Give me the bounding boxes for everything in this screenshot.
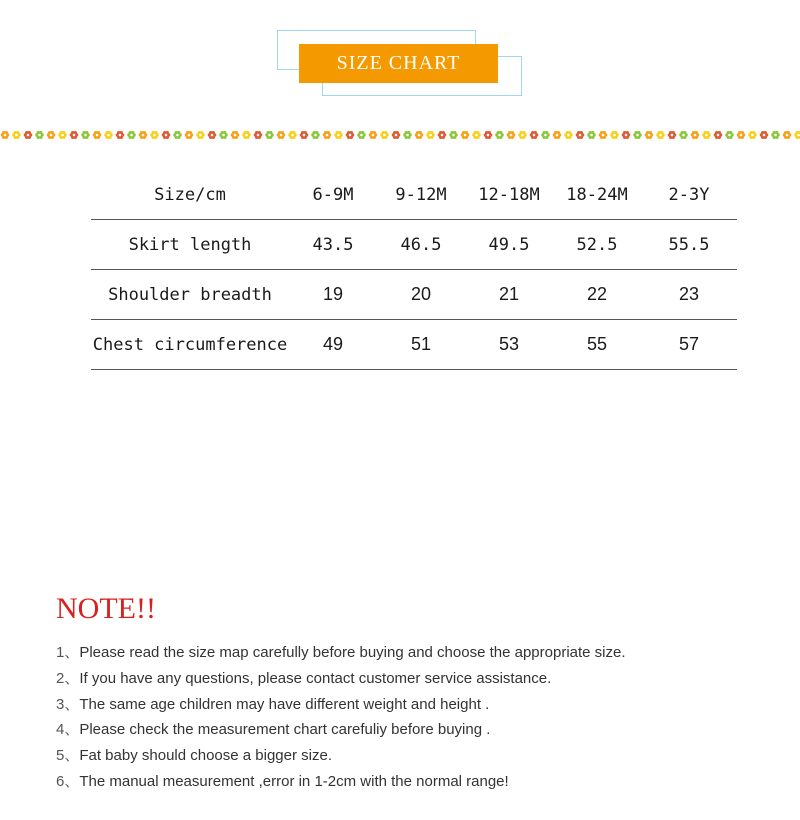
flower-mark	[725, 131, 734, 139]
flower-mark	[702, 131, 711, 139]
flower-mark	[116, 131, 125, 139]
flower-mark	[610, 131, 619, 139]
flower-mark	[472, 131, 481, 139]
flower-mark	[403, 131, 412, 139]
flower-mark	[392, 131, 401, 139]
flower-mark	[484, 131, 493, 139]
flower-mark	[242, 131, 251, 139]
flower-mark	[748, 131, 757, 139]
flower-mark	[277, 131, 286, 139]
flower-mark	[495, 131, 504, 139]
flower-mark	[93, 131, 102, 139]
table-cell: 22	[553, 270, 641, 320]
flower-mark	[668, 131, 677, 139]
flower-mark	[104, 131, 113, 139]
flower-mark	[346, 131, 355, 139]
header-size: Size/cm	[91, 170, 289, 220]
flower-border	[0, 124, 800, 146]
table-row	[91, 220, 737, 270]
page-title: SIZE CHART	[299, 44, 498, 83]
note-number: 6、	[56, 772, 80, 790]
header-2-3y: 2-3Y	[641, 170, 737, 220]
flower-mark	[553, 131, 562, 139]
flower-mark	[162, 131, 171, 139]
flower-mark	[564, 131, 573, 139]
row-label: Chest circumference	[91, 320, 289, 370]
flower-mark	[633, 131, 642, 139]
note-list	[56, 640, 626, 795]
note-number: 3、	[56, 695, 80, 713]
note-text: Please read the size map carefully before buying and choose the appropriate size.	[79, 644, 626, 661]
title-banner	[0, 0, 800, 110]
flower-mark	[783, 131, 792, 139]
flower-mark	[265, 131, 274, 139]
flower-mark	[139, 131, 148, 139]
row-label: Shoulder breadth	[91, 270, 289, 320]
table-cell: 55.5	[641, 220, 737, 270]
note-item	[56, 743, 626, 769]
flower-mark	[541, 131, 550, 139]
flower-mark	[679, 131, 688, 139]
table-cell: 49	[289, 320, 377, 370]
note-number: 1、	[56, 644, 80, 661]
flower-mark	[12, 131, 21, 139]
flower-mark	[288, 131, 297, 139]
flower-mark	[185, 131, 194, 139]
note-item	[56, 640, 626, 666]
table-cell: 57	[641, 320, 737, 370]
table-cell: 49.5	[465, 220, 553, 270]
flower-mark	[231, 131, 240, 139]
header-9-12m: 9-12M	[377, 170, 465, 220]
flower-mark	[518, 131, 527, 139]
note-item	[56, 692, 626, 718]
flower-mark	[645, 131, 654, 139]
size-table	[91, 170, 737, 370]
flower-mark	[127, 131, 136, 139]
table-cell: 53	[465, 320, 553, 370]
flower-mark	[656, 131, 665, 139]
flower-mark	[426, 131, 435, 139]
flower-mark	[70, 131, 79, 139]
flower-mark	[369, 131, 378, 139]
flower-mark	[622, 131, 631, 139]
note-number: 2、	[56, 669, 80, 687]
row-label: Skirt length	[91, 220, 289, 270]
flower-mark	[24, 131, 33, 139]
flower-mark	[334, 131, 343, 139]
flower-mark	[449, 131, 458, 139]
table-cell: 52.5	[553, 220, 641, 270]
note-number: 5、	[56, 747, 80, 765]
flower-mark	[599, 131, 608, 139]
flower-mark	[530, 131, 539, 139]
note-text: If you have any questions, please contact customer service assistance.	[79, 669, 552, 687]
flower-mark	[415, 131, 424, 139]
note-title: NOTE!!	[56, 592, 156, 625]
note-text: Please check the measurement chart carefuliy before buying .	[79, 721, 491, 739]
flower-mark	[81, 131, 90, 139]
flower-mark	[1, 131, 10, 139]
table-cell: 46.5	[377, 220, 465, 270]
flower-mark	[380, 131, 389, 139]
note-item	[56, 666, 626, 692]
note-text: Fat baby should choose a bigger size.	[79, 747, 332, 765]
header-12-18m: 12-18M	[465, 170, 553, 220]
flower-mark	[173, 131, 182, 139]
table-row	[91, 320, 737, 370]
table-cell: 21	[465, 270, 553, 320]
flower-mark	[323, 131, 332, 139]
table-cell: 23	[641, 270, 737, 320]
table-row	[91, 270, 737, 320]
flower-mark	[208, 131, 217, 139]
header-18-24m: 18-24M	[553, 170, 641, 220]
flower-mark	[311, 131, 320, 139]
table-cell: 20	[377, 270, 465, 320]
flower-mark	[587, 131, 596, 139]
flower-mark	[714, 131, 723, 139]
table-cell: 19	[289, 270, 377, 320]
flower-mark	[357, 131, 366, 139]
note-text: The same age children may have different weight and height .	[79, 695, 490, 713]
table-header-row	[91, 170, 737, 220]
flower-mark	[196, 131, 205, 139]
flower-mark	[254, 131, 263, 139]
flower-mark	[737, 131, 746, 139]
flower-mark	[58, 131, 67, 139]
note-item	[56, 769, 626, 795]
note-item	[56, 717, 626, 743]
flower-mark	[794, 131, 800, 139]
flower-mark	[771, 131, 780, 139]
flower-mark	[461, 131, 470, 139]
table-cell: 43.5	[289, 220, 377, 270]
flower-mark	[150, 131, 159, 139]
table-cell: 55	[553, 320, 641, 370]
flower-mark	[760, 131, 769, 139]
flower-mark	[35, 131, 44, 139]
note-text: The manual measurement ,error in 1-2cm with the normal range!	[79, 772, 509, 790]
flower-mark	[507, 131, 516, 139]
flower-mark	[576, 131, 585, 139]
note-number: 4、	[56, 721, 80, 739]
flower-mark	[438, 131, 447, 139]
flower-mark	[300, 131, 309, 139]
flower-mark	[47, 131, 56, 139]
flower-mark	[691, 131, 700, 139]
header-6-9m: 6-9M	[289, 170, 377, 220]
table-cell: 51	[377, 320, 465, 370]
flower-mark	[219, 131, 228, 139]
